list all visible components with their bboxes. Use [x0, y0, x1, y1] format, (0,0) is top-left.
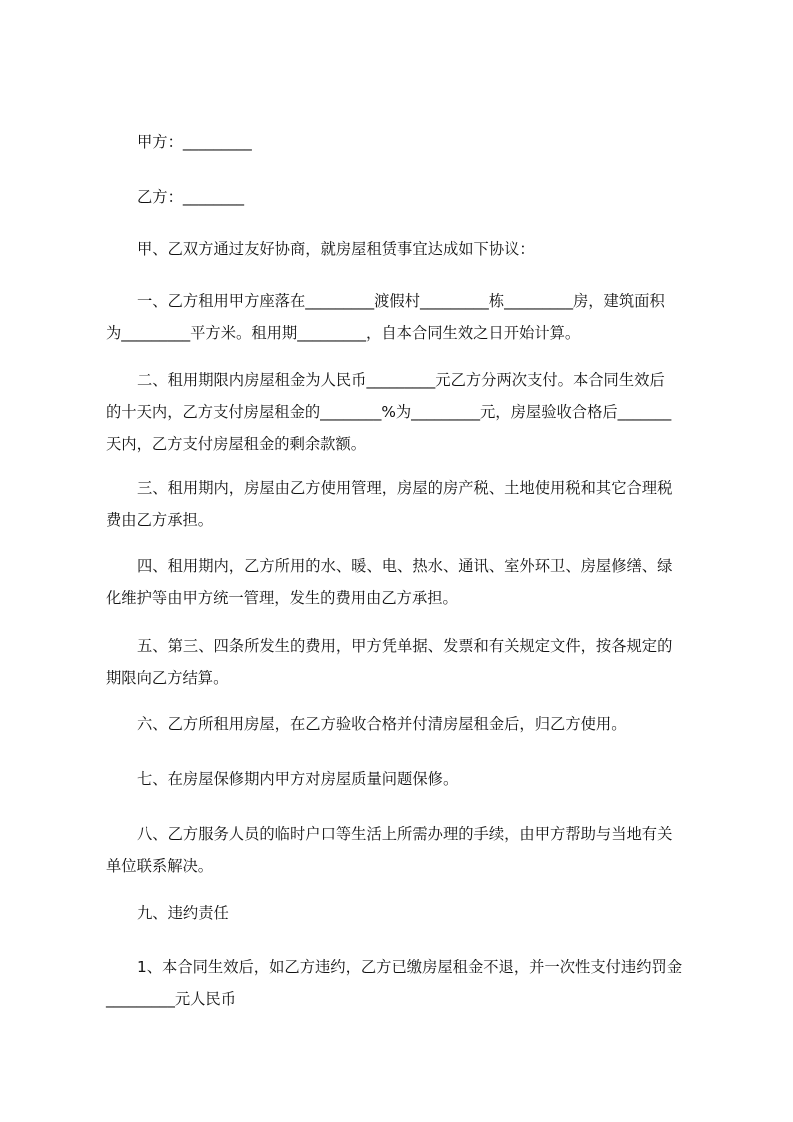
clause-3-line-2: 费由乙方承担。 — [106, 511, 214, 529]
clause-5 — [106, 630, 698, 694]
clause-9-1 — [106, 951, 698, 1015]
clause-6 — [106, 708, 698, 740]
clause-9-1-line-2: _________元人民币 — [106, 990, 237, 1008]
clause-3-line-1: 三、租用期内，房屋由乙方使用管理，房屋的房产税、土地使用税和其它合理税 — [137, 479, 673, 497]
clause-7-text: 七、在房屋保修期内甲方对房屋质量问题保修。 — [137, 770, 459, 788]
party-b-line — [106, 181, 698, 213]
party-a-text: 甲方：_________ — [137, 133, 252, 151]
clause-2-line-2: 的十天内，乙方支付房屋租金的________%为_________元，房屋验收合格后_______ — [106, 403, 672, 421]
clause-4 — [106, 550, 698, 614]
clause-2 — [106, 364, 698, 460]
clause-1-line-2: 为_________平方米。租用期_________，自本合同生效之日开始计算。 — [106, 324, 581, 342]
party-a-line — [106, 126, 698, 158]
clause-8-line-2: 单位联系解决。 — [106, 857, 214, 875]
clause-7 — [106, 763, 698, 795]
clause-1 — [106, 285, 698, 349]
clause-2-line-3: 天内，乙方支付房屋租金的剩余款额。 — [106, 435, 367, 453]
clause-3 — [106, 472, 698, 536]
clause-8 — [106, 818, 698, 882]
clause-2-line-1: 二、租用期限内房屋租金为人民币_________元乙方分两次支付。本合同生效后 — [137, 371, 665, 389]
clause-8-line-1: 八、乙方服务人员的临时户口等生活上所需办理的手续，由甲方帮助与当地有关 — [137, 825, 673, 843]
party-b-text: 乙方：________ — [137, 188, 245, 206]
clause-4-line-1: 四、租用期内，乙方所用的水、暖、电、热水、通讯、室外环卫、房屋修缮、绿 — [137, 557, 673, 575]
clause-5-line-2: 期限向乙方结算。 — [106, 669, 229, 687]
clause-5-line-1: 五、第三、四条所发生的费用，甲方凭单据、发票和有关规定文件，按各规定的 — [137, 637, 673, 655]
clause-1-line-1: 一、乙方租用甲方座落在_________渡假村_________栋_________房，建筑面积 — [137, 292, 665, 310]
clause-9-1-line-1: 1、本合同生效后，如乙方违约，乙方已缴房屋租金不退，并一次性支付违约罚金 — [137, 958, 683, 976]
clause-9-title-text: 九、违约责任 — [137, 904, 229, 922]
intro-paragraph — [106, 233, 698, 265]
clause-4-line-2: 化维护等由甲方统一管理，发生的费用由乙方承担。 — [106, 589, 458, 607]
clause-6-text: 六、乙方所租用房屋，在乙方验收合格并付清房屋租金后，归乙方使用。 — [137, 715, 627, 733]
intro-text: 甲、乙双方通过友好协商，就房屋租赁事宜达成如下协议： — [137, 240, 535, 258]
clause-9-title — [106, 897, 698, 929]
